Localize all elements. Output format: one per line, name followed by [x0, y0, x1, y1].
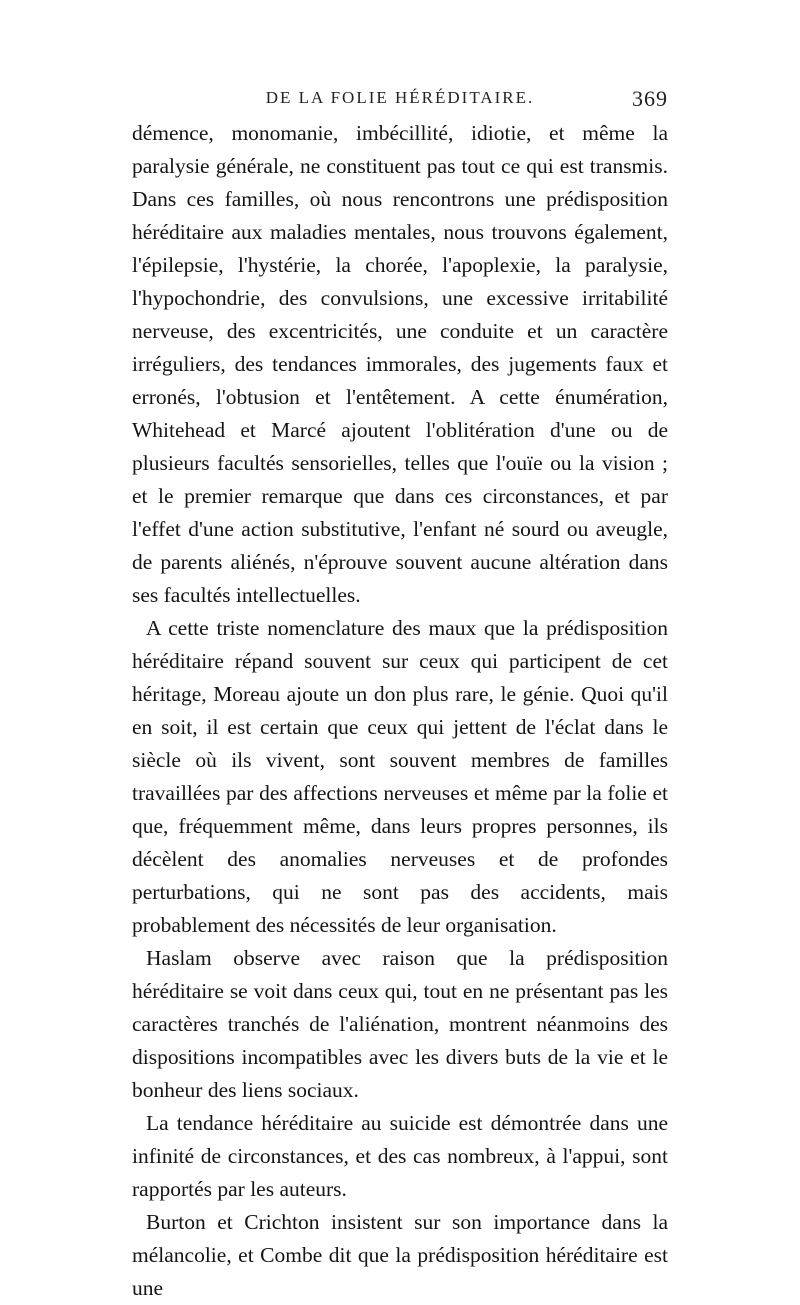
paragraph-4: La tendance héréditaire au suicide est démontrée dans une infinité de circonstances, et des cas nombreux, à l'appui, sont rapportés par les auteurs. — [132, 1111, 668, 1201]
running-head: DE LA FOLIE HÉRÉDITAIRE. — [265, 88, 535, 107]
body-text — [132, 117, 668, 1305]
paragraph-1: démence, monomanie, imbécillité, idiotie, et même la paralysie générale, ne constituent pas tout ce qui est transmis. Dans ces familles, où nous rencontrons une prédisposition héréditaire aux maladies mentales, nous trouvons également, l'épilepsie, l'hystérie, la chorée, l'apoplexie, la paralysie, l'hypochondrie, des convulsions, une excessive irritabilité nerveuse, des excentricités, une conduite et un caractère irréguliers, des tendances immorales, des jugements faux et erronés, l'obtusion et l'entêtement. A cette énumération, Whitehead et Marcé ajoutent l'oblitération d'une ou de plusieurs facultés sensorielles, telles que l'ouïe ou la vision ; et le premier remarque que dans ces circonstances, et par l'effet d'une action substitutive, l'enfant né sourd ou aveugle, de parents aliénés, n'éprouve souvent aucune altération dans ses facultés intellectuelles. — [132, 121, 668, 607]
paragraph-5: Burton et Crichton insistent sur son importance dans la mélancolie, et Combe dit que la prédisposition héréditaire est une — [132, 1210, 668, 1300]
paragraph-3: Haslam observe avec raison que la prédisposition héréditaire se voit dans ceux qui, tout en ne présentant pas les caractères tranchés de l'aliénation, montrent néanmoins des dispositions incompatibles avec les divers buts de la vie et le bonheur des liens sociaux. — [132, 946, 668, 1102]
page-number: 369 — [632, 86, 668, 111]
paragraph-2: A cette triste nomenclature des maux que la prédisposition héréditaire répand souvent sur ceux qui participent de cet héritage, Moreau ajoute un don plus rare, le génie. Quoi qu'il en soit, il est certain que ceux qui jettent de l'éclat dans le siècle où ils vivent, sont souvent membres de familles travaillées par des affections nerveuses et même par la folie et que, fréquemment même, dans leurs propres personnes, ils décèlent des anomalies nerveuses et de profondes perturbations, qui ne sont pas des accidents, mais probablement des nécessités de leur organisation. — [132, 616, 668, 937]
page-header — [132, 80, 668, 116]
